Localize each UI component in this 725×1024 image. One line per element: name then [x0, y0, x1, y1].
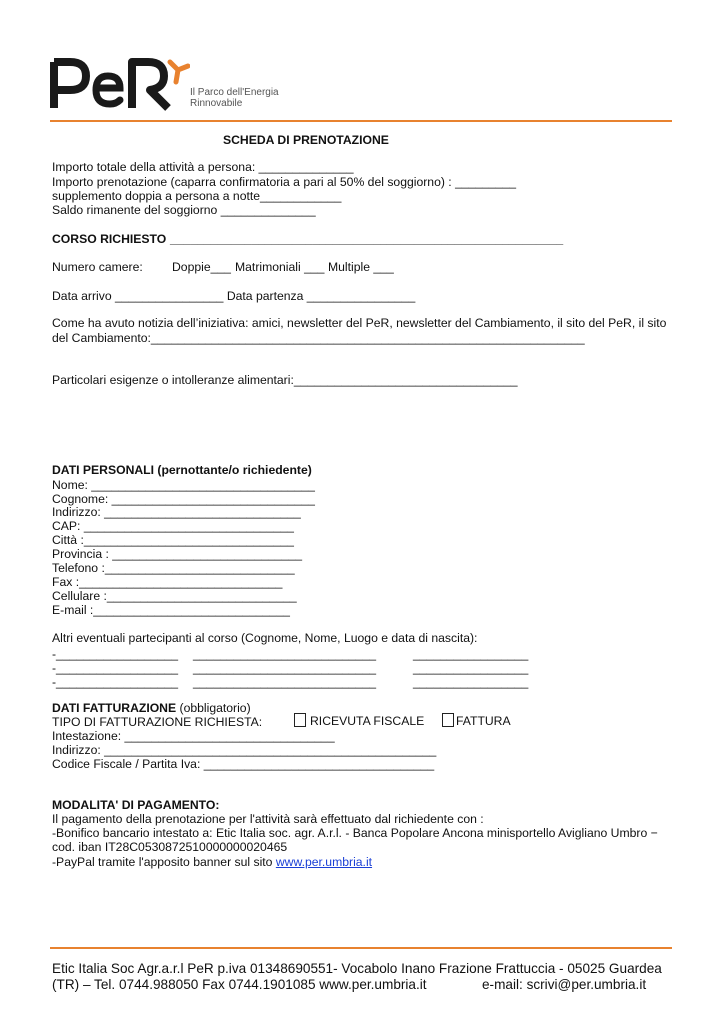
supplemento-field[interactable]: supplemento doppia a persona a notte____________	[52, 189, 342, 203]
form-title: SCHEDA DI PRENOTAZIONE	[223, 133, 389, 147]
fatturazione-heading-bold: DATI FATTURAZIONE	[52, 701, 177, 715]
fatturazione-heading-note: (obbligatorio)	[176, 701, 251, 715]
altri-partecipanti-label: Altri eventuali partecipanti al corso (Cognome, Nome, Luogo e data di nascita):	[52, 631, 478, 645]
provincia-field[interactable]: Provincia : ____________________________	[52, 547, 303, 561]
codice-fiscale-field[interactable]: Codice Fiscale / Partita Iva: __________________________________	[52, 757, 435, 771]
importo-prenotazione-field[interactable]: Importo prenotazione (caparra confirmatoria a pari al 50% del soggiorno) : _________	[52, 175, 517, 189]
pagamento-iban: cod. iban IT28C0530872510000000020465	[52, 840, 288, 854]
header-divider	[50, 120, 672, 122]
pagamento-heading: MODALITA' DI PAGAMENTO:	[52, 798, 220, 812]
partecipante-2-luogo[interactable]: ___________________________	[193, 661, 377, 675]
partecipante-3-nome[interactable]: -__________________	[52, 675, 179, 689]
partecipante-1-luogo[interactable]: ___________________________	[193, 647, 377, 661]
ricevuta-fiscale-option[interactable]	[294, 713, 424, 728]
notizia-input[interactable]: del Cambiamento:________________________________________________________________	[52, 331, 585, 345]
corso-input[interactable]: __________________________________________________________	[170, 232, 564, 246]
partecipante-2-data[interactable]: _________________	[413, 661, 529, 675]
partecipante-1-data[interactable]: _________________	[413, 647, 529, 661]
email-field[interactable]: E-mail :_____________________________	[52, 603, 290, 617]
fax-field[interactable]: Fax :______________________________	[52, 575, 283, 589]
corso-label: CORSO RICHIESTO	[52, 232, 167, 246]
personali-heading: DATI PERSONALI (pernottante/o richiedente)	[52, 463, 312, 477]
ricevuta-fiscale-label: RICEVUTA FISCALE	[310, 714, 425, 728]
fattura-checkbox[interactable]	[442, 713, 454, 727]
pagamento-bonifico: -Bonifico bancario intestato a: Etic Italia soc. agr. A.r.l. - Banca Popolare Ancona minisportello Avigliano Umbro −	[52, 826, 658, 840]
saldo-field[interactable]: Saldo rimanente del soggiorno ______________	[52, 203, 316, 217]
partecipante-3-data[interactable]: _________________	[413, 675, 529, 689]
pagamento-paypal	[52, 855, 372, 869]
indirizzo-field[interactable]: Indirizzo: _____________________________	[52, 505, 301, 519]
esigenze-input[interactable]: Particolari esigenze o intolleranze alimentari:_________________________________	[52, 373, 518, 387]
footer-divider	[50, 947, 672, 949]
camere-doppie-field[interactable]: Doppie___	[172, 260, 231, 274]
nome-field[interactable]: Nome: _________________________________	[52, 478, 315, 492]
camere-label: Numero camere:	[52, 260, 143, 274]
footer-line-1: Etic Italia Soc Agr.a.r.l PeR p.iva 01348690551- Vocabolo Inano Frazione Frattuccia - 05025 Guardea	[52, 961, 662, 976]
date-fields[interactable]: Data arrivo ________________ Data partenza ________________	[52, 289, 416, 303]
fattura-option[interactable]	[442, 713, 511, 728]
footer-line-2-left: (TR) – Tel. 0744.988050 Fax 0744.1901085 www.per.umbria.it	[52, 977, 427, 992]
paypal-prefix: -PayPal tramite l'apposito banner sul sito	[52, 855, 276, 869]
pagamento-line-1: Il pagamento della prenotazione per l'attività sarà effettuato dal richiedente con :	[52, 812, 484, 826]
logo-tagline-2: Rinnovabile	[190, 98, 243, 109]
per-logo	[50, 56, 190, 117]
fatturazione-heading	[52, 701, 251, 715]
cognome-field[interactable]: Cognome: ______________________________	[52, 492, 315, 506]
fattura-label: FATTURA	[456, 714, 511, 728]
partecipante-3-luogo[interactable]: ___________________________	[193, 675, 377, 689]
camere-matrimoniali-field[interactable]: Matrimoniali ___	[235, 260, 325, 274]
footer-email: e-mail: scrivi@per.umbria.it	[482, 977, 647, 992]
tipo-fatturazione-label: TIPO DI FATTURAZIONE RICHIESTA:	[52, 715, 263, 729]
importo-totale-field[interactable]: Importo totale della attività a persona: ______________	[52, 160, 354, 174]
telefono-field[interactable]: Telefono :____________________________	[52, 561, 295, 575]
per-logo-mark	[50, 56, 190, 112]
camere-multiple-field[interactable]: Multiple ___	[328, 260, 394, 274]
cellulare-field[interactable]: Cellulare :____________________________	[52, 589, 297, 603]
citta-field[interactable]: Città :_______________________________	[52, 533, 294, 547]
partecipante-1-nome[interactable]: -__________________	[52, 647, 179, 661]
intestazione-field[interactable]: Intestazione: _______________________________	[52, 729, 335, 743]
cap-field[interactable]: CAP: _______________________________	[52, 519, 294, 533]
partecipante-2-nome[interactable]: -__________________	[52, 661, 179, 675]
logo-tagline-1: Il Parco dell'Energia	[190, 87, 279, 98]
ricevuta-fiscale-checkbox[interactable]	[294, 713, 306, 727]
notizia-line-1: Come ha avuto notizia dell’iniziativa: amici, newsletter del PeR, newsletter del Cambiamento, il sito del PeR, il sito	[52, 316, 667, 330]
fatturazione-indirizzo-field[interactable]: Indirizzo: _________________________________________________	[52, 743, 437, 757]
per-website-link[interactable]: www.per.umbria.it	[275, 855, 373, 869]
